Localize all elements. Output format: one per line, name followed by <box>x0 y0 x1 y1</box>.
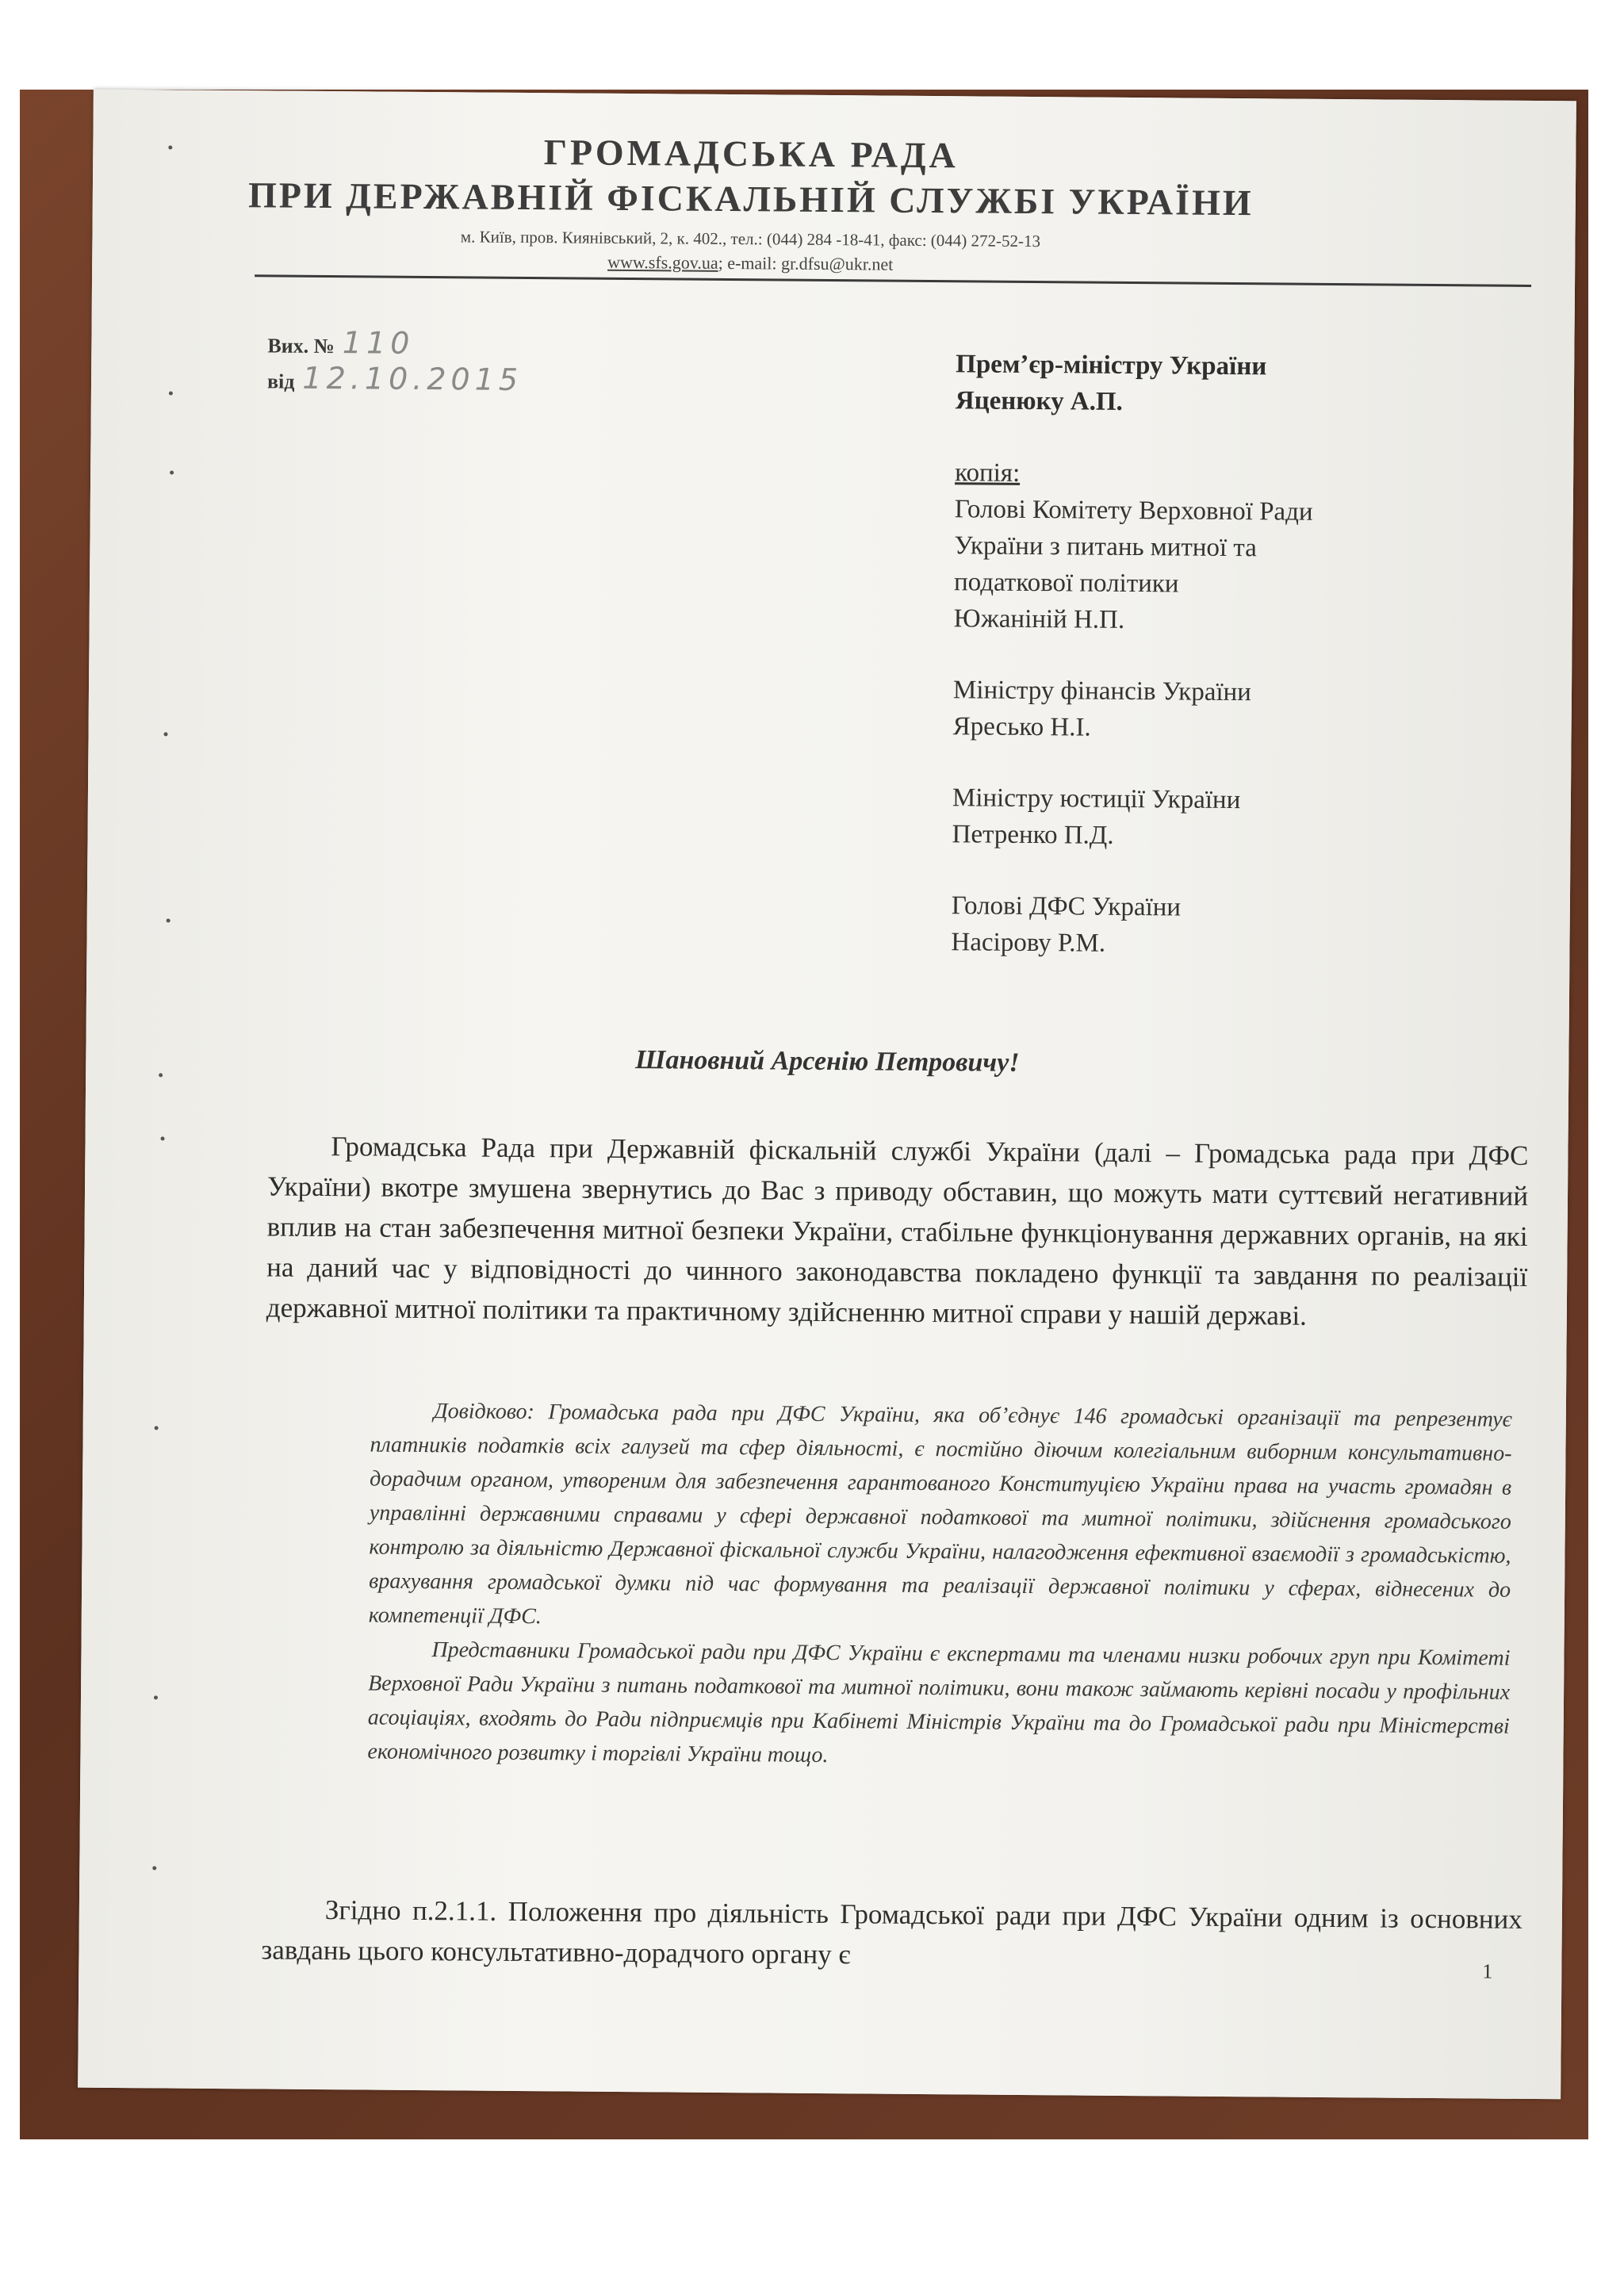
copy-recipients <box>951 454 1313 963</box>
outgoing-date <box>267 360 523 397</box>
copy3-line: Міністру юстиції України <box>952 783 1241 815</box>
scan-dot <box>154 1695 158 1699</box>
outgoing-number <box>267 324 414 360</box>
copy2-line: Міністру фінансів України <box>952 676 1252 707</box>
letterhead-title-2: ПРИ ДЕРЖАВНІЙ ФІСКАЛЬНІЙ СЛУЖБІ УКРАЇНИ <box>247 174 1254 224</box>
letterhead-address: м. Київ, пров. Киянівський, 2, к. 402., тел.: (044) 284 -18-41, факс: (044) 272-52-13 <box>460 227 1041 251</box>
copy1-line: Голові Комітету Верховної Ради <box>954 495 1313 527</box>
paragraph-text: Згідно п.2.1.1. Положення про діяльність Громадської ради при ДФС України одним із основних завдань цього консультативно-дорадчого органу є <box>261 1894 1523 1970</box>
scan-dot <box>169 391 173 395</box>
email-separator: ; e-mail: <box>718 252 782 274</box>
copy4-line: Голові ДФС України <box>951 891 1182 922</box>
scan-dot <box>168 145 172 149</box>
copy1-line: податкової політики <box>953 568 1179 599</box>
addressee-name: Яценюку А.П. <box>955 386 1124 416</box>
note-paragraph-1: Довідково: Громадська рада при ДФС України, яка об’єднує 146 громадські організації та репрезентує платників податків всіх галузей та сфер діяльності, є постійно діючим колегіальним виборним консультативно-дорадчим органом, утвореним для забезпечення гарантованого Конституцією України права на участь громадян в управлінні державними справами у сфері державної податкової та митної політики, здійснення громадського контролю за діяльністю Державної фіскальної служби України, налагодження ефективної взаємодії з громадськістю, врахування громадської думки під час формування та реалізації державної політики у сферах, віднесених до компетенції ДФС. <box>368 1399 1512 1630</box>
letter-page <box>78 90 1576 2100</box>
copy2-line: Яресько Н.І. <box>952 712 1091 742</box>
letterhead-title-1: ГРОМАДСЬКА РАДА <box>543 132 959 176</box>
scan-dot <box>159 1073 163 1077</box>
scan-dot <box>164 732 168 736</box>
outgoing-number-label: Вих. № <box>267 334 335 358</box>
scan-dot <box>161 1136 165 1140</box>
body-paragraph-1 <box>266 1125 1529 1337</box>
website-link[interactable]: www.sfs.gov.ua <box>607 251 718 273</box>
note-paragraph-2: Представники Громадської ради при ДФС України є експертами та членами низки робочих груп при Комітеті Верховної Ради України з питань податкової та митної політики, вони також займають керівні посади у профільних асоціаціях, входять до Ради підприємців при Кабінеті Міністрів України та до Громадської ради при Міністерстві економічного розвитку і торгівлі України тощо. <box>367 1637 1511 1768</box>
addressee-primary <box>956 346 1267 421</box>
copy1-line: України з питань митної та <box>954 531 1258 563</box>
paragraph-text: Громадська Рада при Державній фіскальній службі України (далі – Громадська рада при ДФС України) вкотре змушена звернутись до Вас з приводу обставин, що можуть мати суттєвий негативний вплив на стан забезпечення митної безпеки України, стабільне функціонування державних органів, на які на даний час у відповідності до чинного законодавства покладено функції та завдання по реалізації державної митної політики та практичному здійсненню митної справи у нашій державі. <box>266 1131 1529 1331</box>
copy-label: копія: <box>955 458 1021 488</box>
copy1-line: Южаніній Н.П. <box>953 604 1125 634</box>
reference-note <box>367 1393 1512 1777</box>
copy4-line: Насірову Р.М. <box>951 928 1106 958</box>
outgoing-date-value: 12.10.2015 <box>302 360 523 397</box>
scan-dot <box>167 918 170 922</box>
addressee-title: Прем’єр-міністру України <box>956 350 1267 381</box>
greeting: Шановний Арсенію Петровичу! <box>634 1045 1020 1078</box>
scan-dot <box>170 470 174 474</box>
email-link[interactable]: gr.dfsu@ukr.net <box>780 253 894 274</box>
copy3-line: Петренко П.Д. <box>952 820 1114 850</box>
scan-dot <box>155 1426 159 1430</box>
outgoing-date-label: від <box>266 370 295 393</box>
page-number: 1 <box>1482 1959 1493 1983</box>
outgoing-number-value: 110 <box>342 325 415 361</box>
body-paragraph-2 <box>261 1889 1522 1979</box>
scan-dot <box>152 1866 156 1870</box>
